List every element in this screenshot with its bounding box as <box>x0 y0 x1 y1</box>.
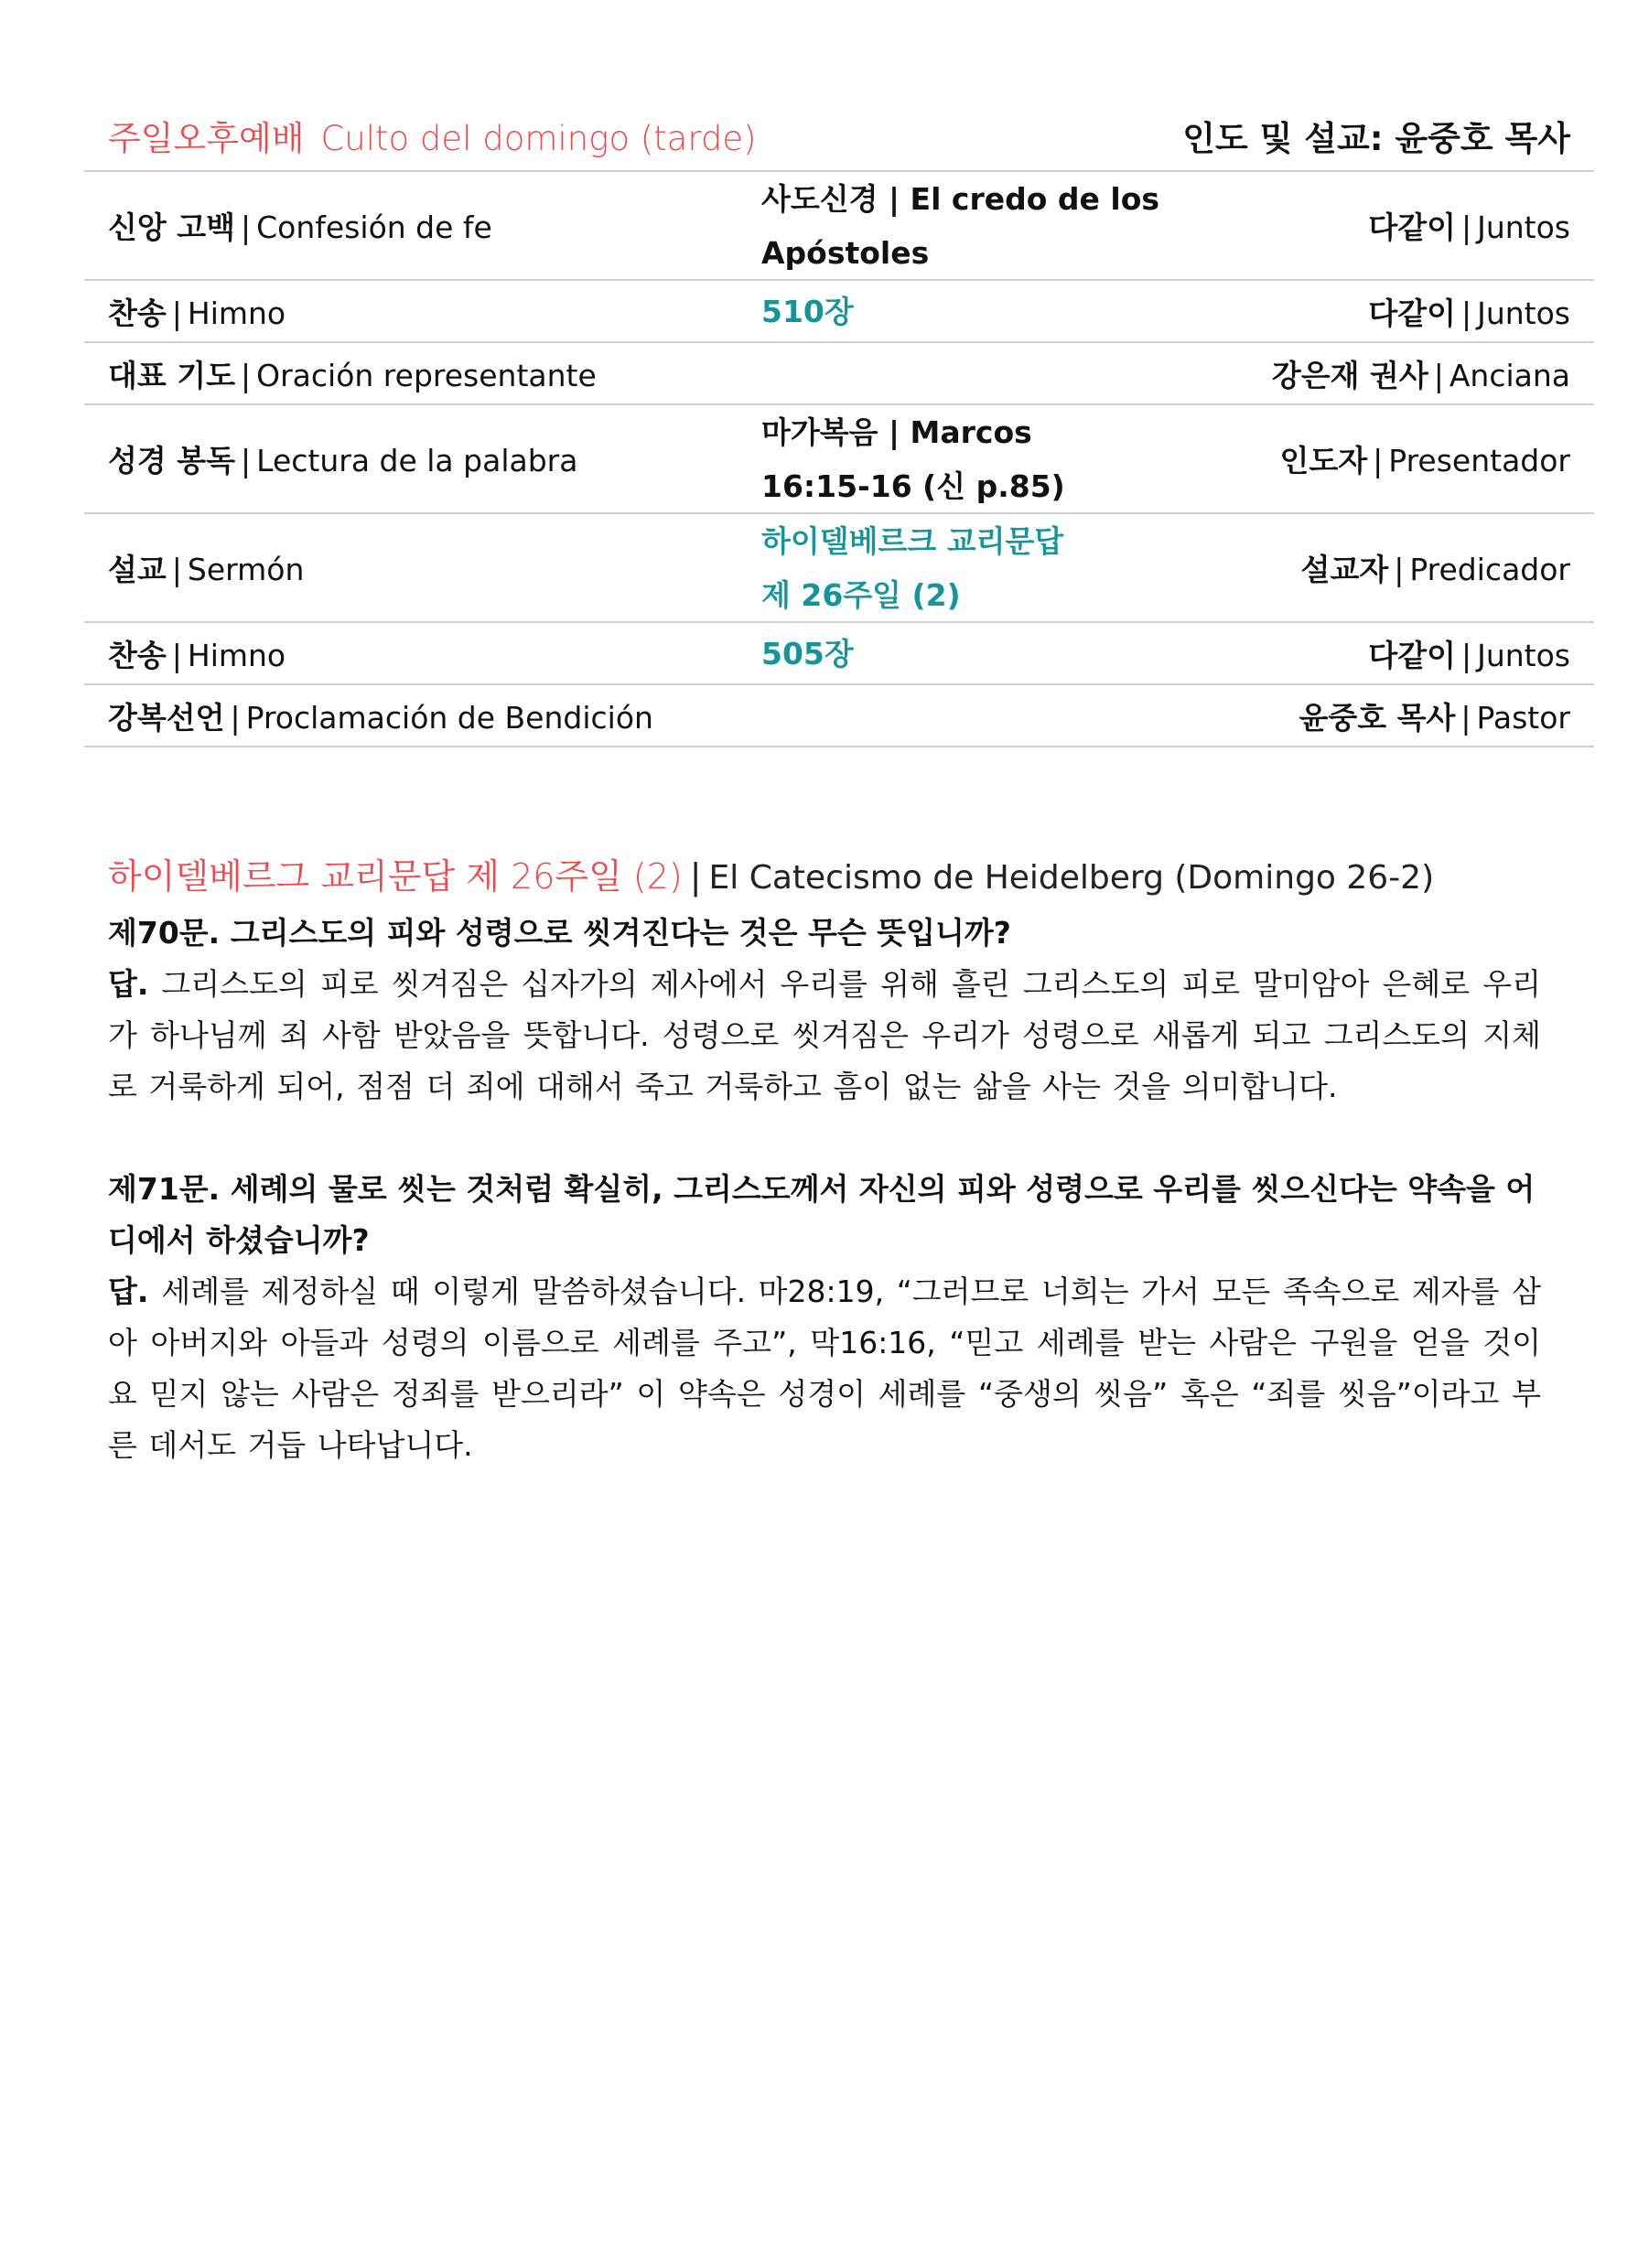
order-by-ko: 다같이 <box>1368 295 1456 331</box>
separator: | <box>171 295 182 331</box>
answer-text: 그리스도의 피로 씻겨짐은 십자가의 제사에서 우리를 위해 흘린 그리스도의 피로 말미암아 은혜로 우리가 하나님께 죄 사함 받았음을 뜻합니다. 성령으로 씻겨짐은 우리가 성령으로 새롭게 되고 그리스도의 지체로 거룩하게 되어, 점점 더 죄에 대해서 죽고 거룩하고 흠이 없는 삶을 사는 것을 의미합니다. <box>108 966 1541 1104</box>
order-by-ko: 다같이 <box>1368 210 1456 245</box>
order-item-line: 505장 <box>761 635 854 672</box>
order-by-ko: 강은재 권사 <box>1271 357 1428 393</box>
service-title <box>108 111 757 160</box>
order-part-es: Himno <box>187 295 286 331</box>
order-part-es: Confesión de fe <box>256 210 492 245</box>
order-item <box>761 172 1237 280</box>
order-part-ko: 성경 봉독 <box>108 443 236 478</box>
order-by-es: Anciana <box>1449 357 1570 393</box>
order-by-es: Predicador <box>1409 552 1570 587</box>
order-part <box>108 546 761 589</box>
separator: | <box>230 699 241 736</box>
separator: | <box>1394 552 1405 587</box>
order-by <box>1237 437 1570 480</box>
service-title-ko: 주일오후예배 <box>108 119 305 158</box>
order-part <box>108 204 761 247</box>
order-part-ko: 대표 기도 <box>108 357 236 393</box>
answer <box>108 1266 1541 1471</box>
order-by-ko: 인도자 <box>1279 443 1368 478</box>
order-row <box>84 172 1594 281</box>
service-title-es: Culto del domingo (tarde) <box>320 119 757 158</box>
separator: | <box>1460 210 1472 245</box>
separator: | <box>171 552 182 587</box>
separator: | <box>171 637 182 673</box>
order-by-es: Juntos <box>1477 637 1570 673</box>
order-row <box>84 405 1594 514</box>
order-part-es: Himno <box>187 637 286 673</box>
order-part <box>108 352 761 395</box>
answer-label: 답. <box>108 1274 149 1309</box>
order-of-worship-table <box>84 170 1594 747</box>
question: 제71문. 세례의 물로 씻는 것처럼 확실히, 그리스도께서 자신의 피와 성령으로 우리를 씻으신다는 약속을 어디에서 하셨습니까? <box>108 1171 1536 1258</box>
separator: | <box>1460 699 1471 736</box>
order-by-es: Pastor <box>1476 699 1570 736</box>
order-item-line: 제 26주일 (2) <box>761 576 961 613</box>
service-header <box>108 101 1570 170</box>
question: 제70문. 그리스도의 피와 성령으로 씻겨진다는 것은 무슨 뜻입니까? <box>108 915 1011 951</box>
order-by-es: Presentador <box>1388 443 1570 478</box>
separator: | <box>241 357 252 393</box>
spacer <box>108 1113 1541 1164</box>
order-by-ko: 윤중호 목사 <box>1299 699 1456 736</box>
order-item <box>761 405 1237 513</box>
order-by <box>1237 546 1570 589</box>
order-part <box>108 694 761 737</box>
order-part-ko: 찬송 <box>108 295 167 331</box>
order-item-line: 마가복음 | Marcos <box>761 414 1032 450</box>
order-part <box>108 632 761 675</box>
catechism-section <box>108 851 1541 1471</box>
answer-text: 세례를 제정하실 때 이렇게 말씀하셨습니다. 마28:19, “그러므로 너희는 가서 모든 족속으로 제자를 삼아 아버지와 아들과 성령의 이름으로 세례를 주고”, 막16:16, “믿고 세례를 받는 사람은 구원을 얻을 것이요 믿지 않는 사람은 정죄를 받으리라” 이 약속은 성경이 세례를 “중생의 씻음” 혹은 “죄를 씻음”이라고 부른 데서도 거듭 나타납니다. <box>108 1274 1541 1463</box>
order-row <box>84 343 1594 405</box>
order-part-es: Oración representante <box>256 357 597 393</box>
order-part <box>108 437 761 480</box>
catechism-title-es: El Catecismo de Heidelberg (Domingo 26-2) <box>708 859 1435 897</box>
order-item-line: 16:15-16 (신 p.85) <box>761 468 1065 504</box>
order-row <box>84 281 1594 343</box>
separator: | <box>1433 357 1444 393</box>
order-item <box>761 627 1237 681</box>
separator: | <box>1460 295 1472 331</box>
catechism-heading <box>108 851 1541 908</box>
order-part-es: Proclamación de Bendición <box>245 699 653 736</box>
order-by <box>1237 352 1570 395</box>
order-item-line: 510장 <box>761 293 854 329</box>
answer-label: 답. <box>108 966 149 1002</box>
order-item <box>761 285 1237 339</box>
order-by <box>1237 204 1570 247</box>
order-row <box>84 623 1594 685</box>
order-by <box>1237 290 1570 333</box>
order-by <box>1237 694 1570 737</box>
separator: | <box>689 856 702 897</box>
order-item-line: Apóstoles <box>761 234 930 271</box>
order-part-ko: 강복선언 <box>108 699 225 736</box>
separator: | <box>1460 637 1472 673</box>
order-by <box>1237 632 1570 675</box>
order-part-ko: 신앙 고백 <box>108 210 236 245</box>
order-by-ko: 설교자 <box>1300 552 1389 587</box>
order-part-es: Lectura de la palabra <box>256 443 578 478</box>
order-part-es: Sermón <box>187 552 305 587</box>
service-leader: 인도 및 설교: 윤중호 목사 <box>1182 119 1570 158</box>
order-by-es: Juntos <box>1477 210 1570 245</box>
order-item-line: 하이델베르크 교리문답 <box>761 522 1064 559</box>
separator: | <box>241 210 252 245</box>
order-part <box>108 290 761 333</box>
separator: | <box>1373 443 1384 478</box>
answer <box>108 959 1541 1113</box>
order-row <box>84 514 1594 623</box>
order-part-ko: 설교 <box>108 552 167 587</box>
order-row <box>84 685 1594 747</box>
order-by-es: Juntos <box>1477 295 1570 331</box>
catechism-title-ko: 하이델베르그 교리문답 제 26주일 (2) <box>108 856 683 897</box>
order-item-line: 사도신경 | El credo de los <box>761 180 1160 217</box>
order-by-ko: 다같이 <box>1368 637 1456 673</box>
separator: | <box>241 443 252 478</box>
order-item <box>761 514 1237 622</box>
order-part-ko: 찬송 <box>108 637 167 673</box>
